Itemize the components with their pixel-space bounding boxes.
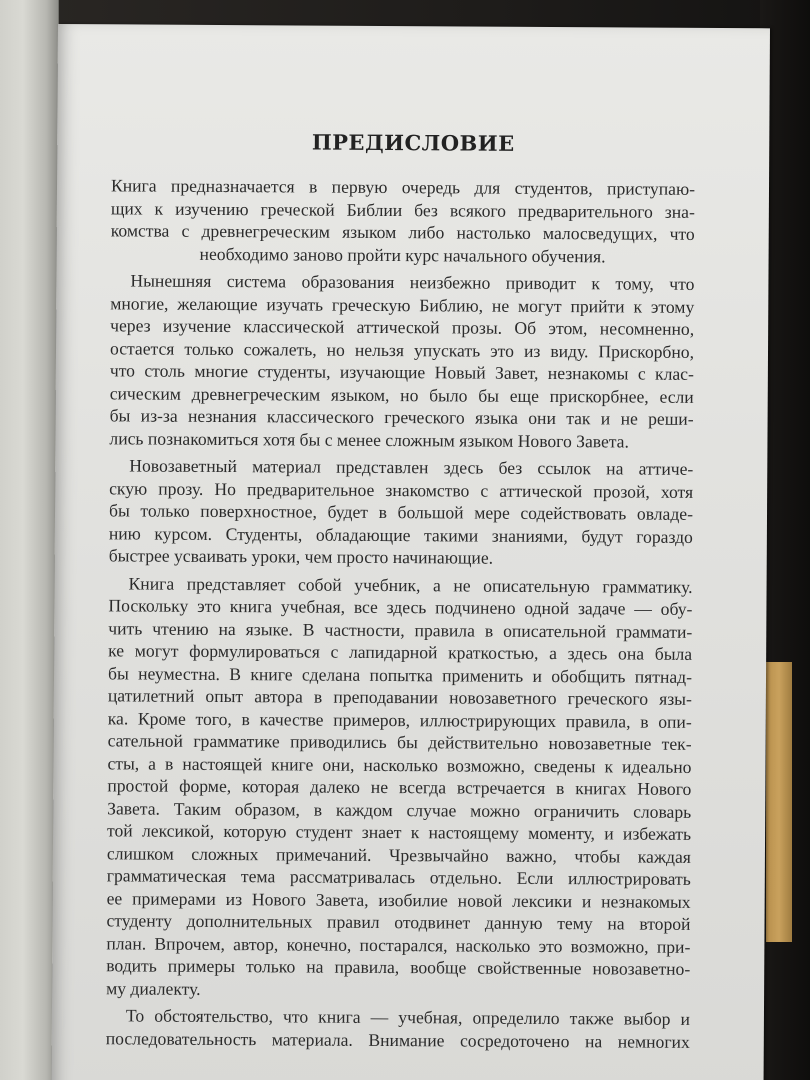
paragraph-line: комства с древнегреческим языком либо настолько малосведущих, что [110, 220, 695, 244]
paragraph-line: необходимо заново пройти курс начального обучения. [199, 243, 606, 266]
paragraph-line: слишком сложных примечаний. Чрезвычайно важно, чтобы каждая [106, 842, 691, 867]
paragraph-line: бы из-за незнания классического греческого языка они так и не реши- [109, 405, 694, 429]
paragraph-line: бы только поверхностное, будет в большой мере содействовать овладе- [108, 500, 694, 524]
paragraph-line: ка. Кроме того, в качестве примеров, иллюстрирующих правила, в опи- [107, 707, 692, 732]
paragraph-line: Нынешняя система образования неизбежно приводит к тому, что [130, 270, 695, 294]
paragraph-line: водить примеры только на правила, вообще свойственные новозаветно- [106, 955, 691, 979]
paragraph-line: план. Впрочем, автор, конечно, постарался, насколько это возможно, при- [106, 932, 691, 957]
paragraph-line: Новозаветный материал представлен здесь без ссылок на аттиче- [129, 455, 694, 479]
paragraph-line: щих к изучению греческой Библии без всякого предварительного зна- [110, 197, 695, 222]
paragraph-line: Поскольку это книга учебная, все здесь подчинено одной задаче — обу- [108, 595, 693, 619]
paragraph-line: скую прозу. Но предварительное знакомство с аттической прозой, хотя [109, 477, 694, 502]
paragraph-line: грамматическая тема рассматривалась отдельно. Если иллюстрировать [106, 865, 691, 889]
paragraph-line: сты, а в настоящей книге они, насколько возможно, сведены к идеально [107, 752, 692, 777]
paragraph-line: му диалекту. [106, 977, 201, 999]
paragraph-line: сическим древнегреческим языком, но было бы еще прискорбнее, если [109, 382, 694, 407]
paragraph-line: Книга представляет собой учебник, а не описательную грамматику. [128, 572, 693, 597]
paragraph-line: ке могут формулироваться с лапидарной краткостью, а здесь она была [108, 640, 693, 664]
paragraph-line: Книга предназначается в первую очередь для студентов, приступаю- [110, 175, 696, 199]
paragraph-line: студенту дополнительных правил отодвинет данную тему на второй [106, 910, 691, 934]
paragraph-line: чить чтению на языке. В частности, правила в описательной граммати- [108, 617, 693, 642]
book-page [51, 24, 770, 1080]
paragraph-line: цатилетний опыт автора в преподавании новозаветного греческого язы- [107, 685, 692, 709]
paragraph-line: ее примерами из Нового Завета, изобилие новой лексики и незнакомых [106, 887, 691, 912]
paragraph-line: через изучение классической аттической прозы. Об этом, несомненно, [110, 315, 695, 339]
paragraph-line: То обстоятельство, что книга — учебная, определило также выбор и [125, 1005, 690, 1029]
paragraph-line: бы неуместна. В книге сделана попытка применить и обобщить пятнад- [107, 662, 693, 687]
paragraph-line: остается только сожалеть, но нельзя упускать это из виду. Прискорбно, [109, 337, 695, 362]
paragraph-line: быстрее усваивать уроки, чем просто начинающие. [108, 545, 494, 568]
left-page-edge [0, 0, 59, 1080]
paragraph-line: простой форме, которая далеко не всегда встречается в книгах Нового [107, 775, 692, 799]
paragraph-line: лись познакомиться хотя бы с менее сложным языком Нового Завета. [109, 427, 630, 451]
paragraph-line: той лексикой, которую студент знает к настоящему моменту, и избежать [107, 820, 692, 844]
paragraph-line: Завета. Таким образом, в каждом случае можно ограничить словарь [107, 797, 692, 822]
paragraph-line: последовательность материала. Внимание сосредоточено на немногих [105, 1027, 690, 1052]
paragraph-line: нию курсом. Студенты, обладающие такими знаниями, будут гораздо [108, 522, 693, 547]
paragraph-line: сательной грамматике приводились бы действительно новозаветные тек- [107, 730, 692, 754]
bookmark-ribbon [766, 662, 792, 942]
page-title: ПРЕДИСЛОВИЕ [311, 129, 515, 156]
paragraph-line: что столь многие студенты, изучающие Новый Завет, незнакомы с клас- [109, 360, 694, 384]
paragraph-line: многие, желающие изучать греческую Библию, не могут прийти к этому [110, 292, 695, 317]
body-text [106, 174, 695, 1053]
